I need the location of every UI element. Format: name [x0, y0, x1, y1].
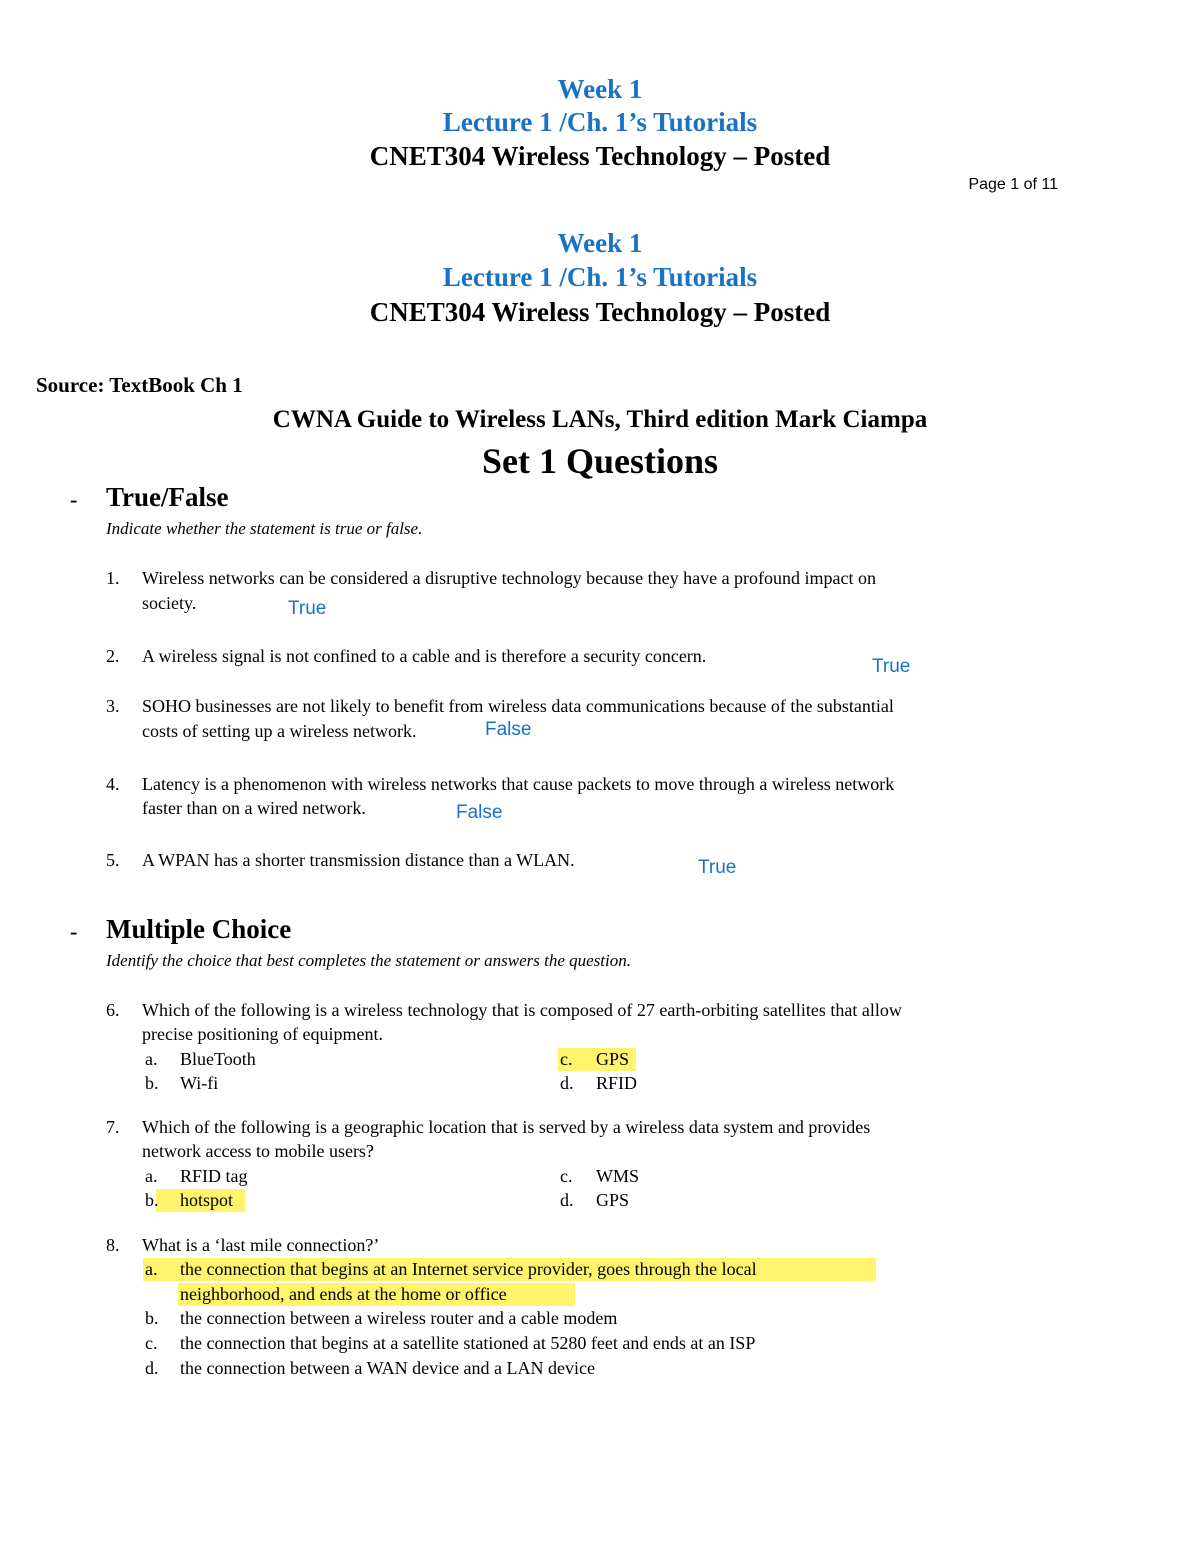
option-text-correct-cont: neighborhood, and ends at the home or office [180, 1284, 507, 1304]
option-text: the connection between a WAN device and a LAN device [180, 1358, 595, 1378]
header-week-repeat: Week 1 [557, 228, 643, 258]
mc-instruction: Identify the choice that best completes the statement or answers the question. [106, 951, 631, 970]
question-number: 6. [106, 1000, 120, 1020]
question-text: A wireless signal is not confined to a cable and is therefore a security concern. [142, 646, 707, 666]
question-text-cont: network access to mobile users? [142, 1141, 374, 1161]
option-letter: d. [560, 1190, 574, 1210]
answer-false: False [485, 719, 532, 740]
header-lecture-repeat: Lecture 1 /Ch. 1’s Tutorials [442, 262, 758, 292]
option-letter: c. [145, 1333, 158, 1353]
question-number: 2. [106, 646, 120, 666]
option-text: Wi-fi [180, 1073, 219, 1093]
mc-section-bullet: - [70, 919, 78, 944]
mc-section-title: Multiple Choice [106, 914, 292, 944]
option-letter: d. [560, 1073, 574, 1093]
page-number: Page 1 of 11 [968, 176, 1058, 193]
question-number: 1. [106, 568, 120, 588]
question-text: Which of the following is a wireless technology that is composed of 27 earth-orbiting satellites that allow [142, 1000, 902, 1020]
question-text-cont: society. [142, 593, 197, 613]
question-text: A WPAN has a shorter transmission distance than a WLAN. [142, 850, 575, 870]
option-text: the connection that begins at a satellite stationed at 5280 feet and ends at an ISP [180, 1333, 756, 1353]
source-line: Source: TextBook Ch 1 [36, 373, 243, 397]
option-text-correct: hotspot [180, 1190, 234, 1210]
option-text-correct: GPS [596, 1049, 630, 1069]
question-number: 3. [106, 696, 120, 716]
option-letter-correct: b. [145, 1190, 159, 1210]
option-text: RFID tag [180, 1166, 248, 1186]
option-text-correct: the connection that begins at an Internet service provider, goes through the local [180, 1259, 757, 1279]
option-text: WMS [596, 1166, 640, 1186]
question-number: 4. [106, 774, 120, 794]
question-text: SOHO businesses are not likely to benefit from wireless data communications because of the substantial [142, 696, 894, 716]
header-course: CNET304 Wireless Technology – Posted [369, 141, 831, 171]
answer-true: True [872, 656, 911, 677]
option-text: RFID [596, 1073, 638, 1093]
header-lecture: Lecture 1 /Ch. 1’s Tutorials [442, 107, 758, 137]
option-letter: c. [560, 1166, 573, 1186]
question-text-cont: precise positioning of equipment. [142, 1024, 383, 1044]
option-text: GPS [596, 1190, 630, 1210]
option-letter-correct: a. [145, 1259, 158, 1279]
option-letter: a. [145, 1049, 158, 1069]
option-letter: b. [145, 1308, 159, 1328]
answer-false: False [456, 802, 503, 823]
question-number: 8. [106, 1235, 120, 1255]
tf-section-title: True/False [106, 482, 229, 512]
option-text: BlueTooth [180, 1049, 256, 1069]
book-title: CWNA Guide to Wireless LANs, Third edition Mark Ciampa [272, 406, 928, 433]
question-text: Wireless networks can be considered a disruptive technology because they have a profound impact on [142, 568, 877, 588]
question-number: 5. [106, 850, 120, 870]
set-title: Set 1 Questions [481, 441, 719, 481]
option-letter: d. [145, 1358, 159, 1378]
question-text: Latency is a phenomenon with wireless networks that cause packets to move through a wireless network [142, 774, 895, 794]
header-week: Week 1 [557, 74, 643, 104]
question-text: What is a ‘last mile connection?’ [142, 1235, 380, 1255]
answer-true: True [288, 598, 327, 619]
option-letter-correct: c. [560, 1049, 573, 1069]
question-text-cont: costs of setting up a wireless network. [142, 721, 417, 741]
tf-section-bullet: - [70, 487, 78, 512]
header-course-repeat: CNET304 Wireless Technology – Posted [369, 297, 831, 327]
question-number: 7. [106, 1117, 120, 1137]
option-letter: b. [145, 1073, 159, 1093]
question-text: Which of the following is a geographic location that is served by a wireless data system and provides [142, 1117, 871, 1137]
tf-instruction: Indicate whether the statement is true or false. [106, 519, 423, 538]
option-letter: a. [145, 1166, 158, 1186]
option-text: the connection between a wireless router and a cable modem [180, 1308, 618, 1328]
question-text-cont: faster than on a wired network. [142, 798, 366, 818]
answer-true: True [698, 857, 737, 878]
